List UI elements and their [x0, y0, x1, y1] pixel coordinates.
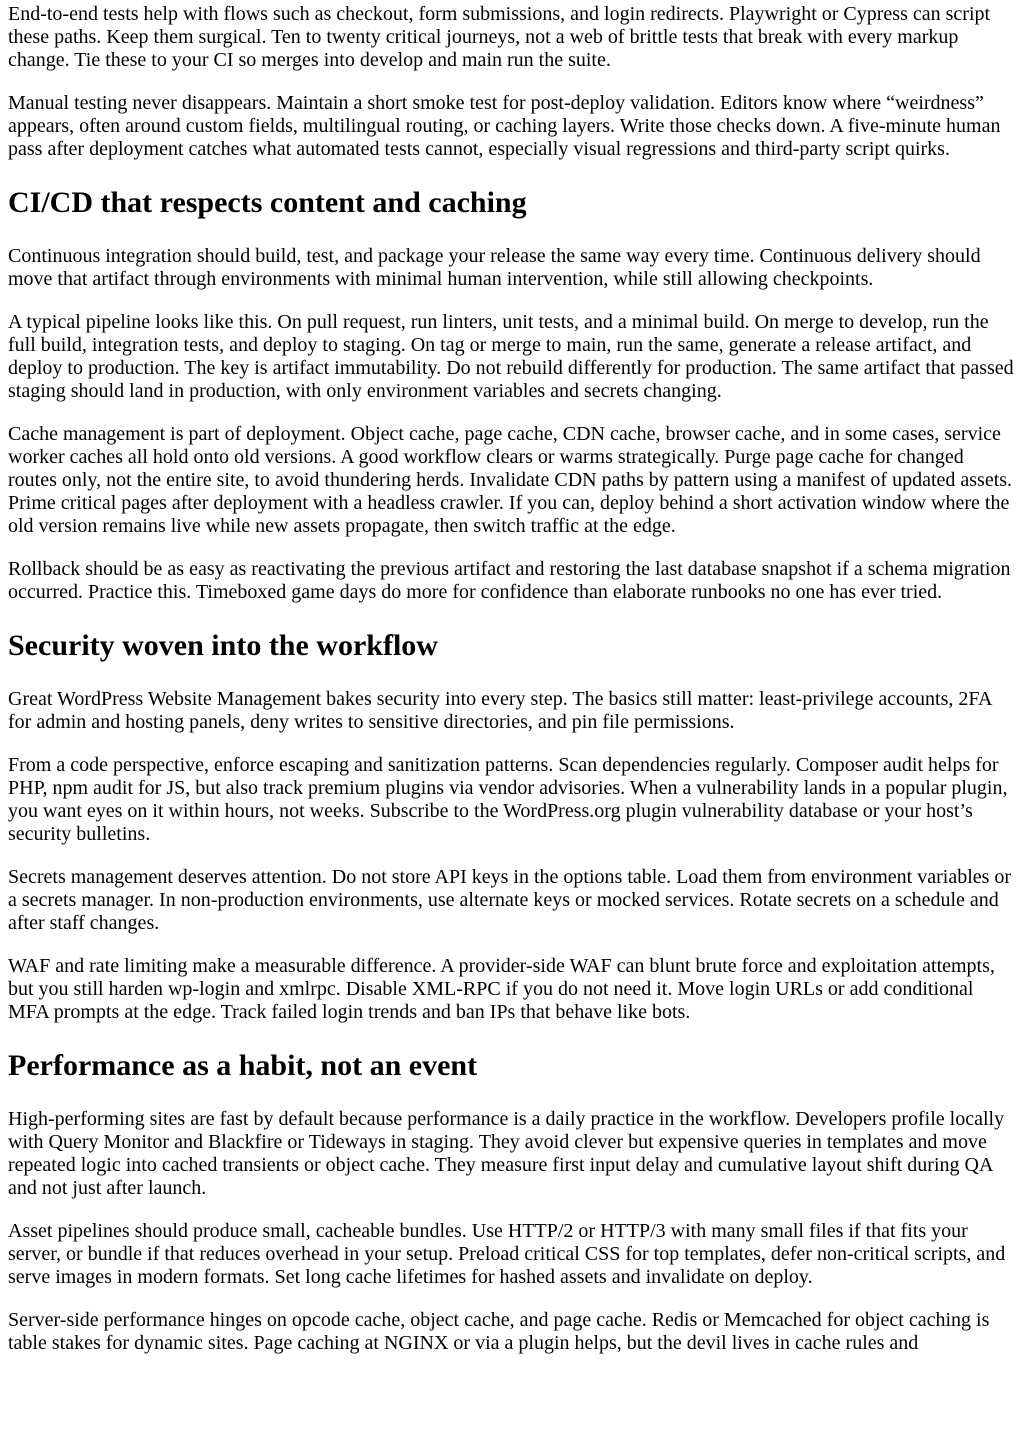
- paragraph-continuous-integration: Continuous integration should build, test, and package your release the same way every time. Continuous delivery should move that artifact through environments with minimal human intervention, while still allowing checkpoints.: [8, 245, 981, 290]
- paragraph-waf-rate-limiting: WAF and rate limiting make a measurable difference. A provider-side WAF can blunt brute force and exploitation attempts, but you still harden wp-login and xmlrpc. Disable XML-RPC if you do not need it. Move login URLs or add conditional MFA prompts at the edge. Track failed login trends and ban IPs that behave like bots.: [8, 955, 995, 1023]
- section-heading-cicd: CI/CD that respects content and caching: [8, 186, 527, 219]
- paragraph-server-side-performance: Server-side performance hinges on opcode cache, object cache, and page cache. Redis or Memcached for object caching is table stakes for dynamic sites. Page caching at NGINX or via a plugin helps, but the devil lives in cache rules and: [8, 1309, 990, 1354]
- paragraph-high-performing-sites: High-performing sites are fast by default because performance is a daily practice in the workflow. Developers profile locally with Query Monitor and Blackfire or Tideways in staging. They avoid clever but expensive queries in templates and move repeated logic into cached transients or object cache. They measure first input delay and cumulative layout shift during QA and not just after launch.: [8, 1108, 1005, 1199]
- paragraph-asset-pipelines: Asset pipelines should produce small, cacheable bundles. Use HTTP/2 or HTTP/3 with many small files if that fits your server, or bundle if that reduces overhead in your setup. Preload critical CSS for top templates, defer non-critical scripts, and serve images in modern formats. Set long cache lifetimes for hashed assets and invalidate on deploy.: [8, 1220, 1006, 1288]
- paragraph-code-perspective: From a code perspective, enforce escaping and sanitization patterns. Scan dependencies regularly. Composer audit helps for PHP, npm audit for JS, but also track premium plugins via vendor advisories. When a vulnerability lands in a popular plugin, you want eyes on it within hours, not weeks. Subscribe to the WordPress.org plugin vulnerability database or your host’s security bulletins.: [8, 754, 1008, 845]
- paragraph-cache-management: Cache management is part of deployment. Object cache, page cache, CDN cache, browser cache, and in some cases, service worker caches all hold onto old versions. A good workflow clears or warms strategically. Purge page cache for changed routes only, not the entire site, to avoid thundering herds. Invalidate CDN paths by pattern using a manifest of updated assets. Prime critical pages after deployment with a headless crawler. If you can, deploy behind a short activation window where the old version remains live while new assets propagate, then switch traffic at the edge.: [8, 423, 1013, 537]
- paragraph-manual-testing: Manual testing never disappears. Maintain a short smoke test for post-deploy validation. Editors know where “weirdness” appears, often around custom fields, multilingual routing, or caching layers. Write those checks down. A five-minute human pass after deployment catches what automated tests cannot, especially visual regressions and third-party script quirks.: [8, 92, 1001, 160]
- section-heading-security: Security woven into the workflow: [8, 629, 438, 662]
- paragraph-end-to-end-tests: End-to-end tests help with flows such as checkout, form submissions, and login redirects. Playwright or Cypress can script these paths. Keep them surgical. Ten to twenty critical journeys, not a web of brittle tests that break with every markup change. Tie these to your CI so merges into develop and main run the suite.: [8, 3, 991, 71]
- section-heading-performance: Performance as a habit, not an event: [8, 1049, 478, 1082]
- paragraph-secrets-management: Secrets management deserves attention. Do not store API keys in the options table. Load them from environment variables or a secrets manager. In non-production environments, use alternate keys or mocked services. Rotate secrets on a schedule and after staff changes.: [8, 866, 1012, 934]
- paragraph-rollback: Rollback should be as easy as reactivating the previous artifact and restoring the last database snapshot if a schema migration occurred. Practice this. Timeboxed game days do more for confidence than elaborate runbooks no one has ever tried.: [8, 558, 1011, 603]
- paragraph-typical-pipeline: A typical pipeline looks like this. On pull request, run linters, unit tests, and a minimal build. On merge to develop, run the full build, integration tests, and deploy to staging. On tag or merge to main, run the same, generate a release artifact, and deploy to production. The key is artifact immutability. Do not rebuild differently for production. The same artifact that passed staging should land in production, with only environment variables and secrets changing.: [8, 311, 1014, 402]
- paragraph-security-basics: Great WordPress Website Management bakes security into every step. The basics still matter: least-privilege accounts, 2FA for admin and hosting panels, deny writes to sensitive directories, and pin file permissions.: [8, 688, 992, 733]
